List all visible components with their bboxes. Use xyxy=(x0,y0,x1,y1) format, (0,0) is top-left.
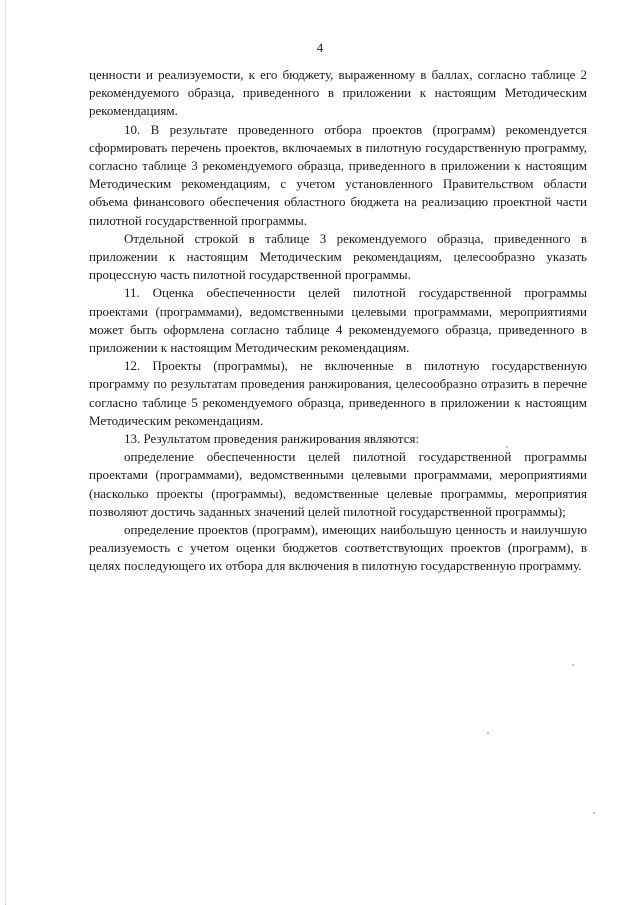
document-body xyxy=(89,66,587,576)
paragraph-item-11: 11. Оценка обеспеченности целей пилотной государственной программы проектами (программами), ведомственными целевыми программами, мероприятиями может быть оформлена согласно таблице 4 рекомендуемого образца, приведенного в приложении к настоящим Методическим рекомендациям. xyxy=(89,285,587,356)
paragraph-continuation: ценности и реализуемости, к его бюджету, выраженному в баллах, согласно таблице 2 рекомендуемого образца, приведенного в приложении к настоящим Методическим рекомендациям. xyxy=(89,67,587,119)
scan-speck xyxy=(593,812,595,814)
scan-speck xyxy=(572,664,574,666)
paragraph-item-12: 12. Проекты (программы), не включенные в пилотную государственную программу по результатам проведения ранжирования, целесообразно отразить в перечне согласно таблице 5 рекомендуемого образца, приведенного в приложении к настоящим Методическим рекомендациям. xyxy=(89,358,587,428)
paragraph-result-goals: определение обеспеченности целей пилотной государственной программы проектами (программами), ведомственными целевыми программами, мероприятиями (насколько проекты (программы), ведомственные целевые программы, мероприятия позволяют достичь заданных значений целей пилотной государственной программы); xyxy=(89,449,587,519)
scan-left-edge xyxy=(5,0,7,905)
scan-speck xyxy=(487,732,489,734)
page-number: 4 xyxy=(316,40,324,55)
paragraph-result-projects: определение проектов (программ), имеющих наибольшую ценность и наилучшую реализуемость с учетом оценки бюджетов соответствующих проектов (программ), в целях последующего их отбора для включения в пилотную государственную программу. xyxy=(89,522,587,574)
scan-speck xyxy=(506,446,508,448)
paragraph-separate-line: Отдельной строкой в таблице 3 рекомендуемого образца, приведенного в приложении к настоящим Методическим рекомендациям, целесообразно указать процессную часть пилотной государственной программы. xyxy=(89,230,587,283)
paragraph-item-13: 13. Результатом проведения ранжирования являются: xyxy=(124,431,420,447)
paragraph-item-10: 10. В результате проведенного отбора проектов (программ) рекомендуется сформировать перечень проектов, включаемых в пилотную государственную программу, согласно таблице 3 рекомендуемого образца, приведенного в приложении к настоящим Методическим рекомендациям, с учетом установленного Правительством области объема финансового обеспечения областного бюджета на реализацию проектной части пилотной государственной программы. xyxy=(89,121,587,228)
